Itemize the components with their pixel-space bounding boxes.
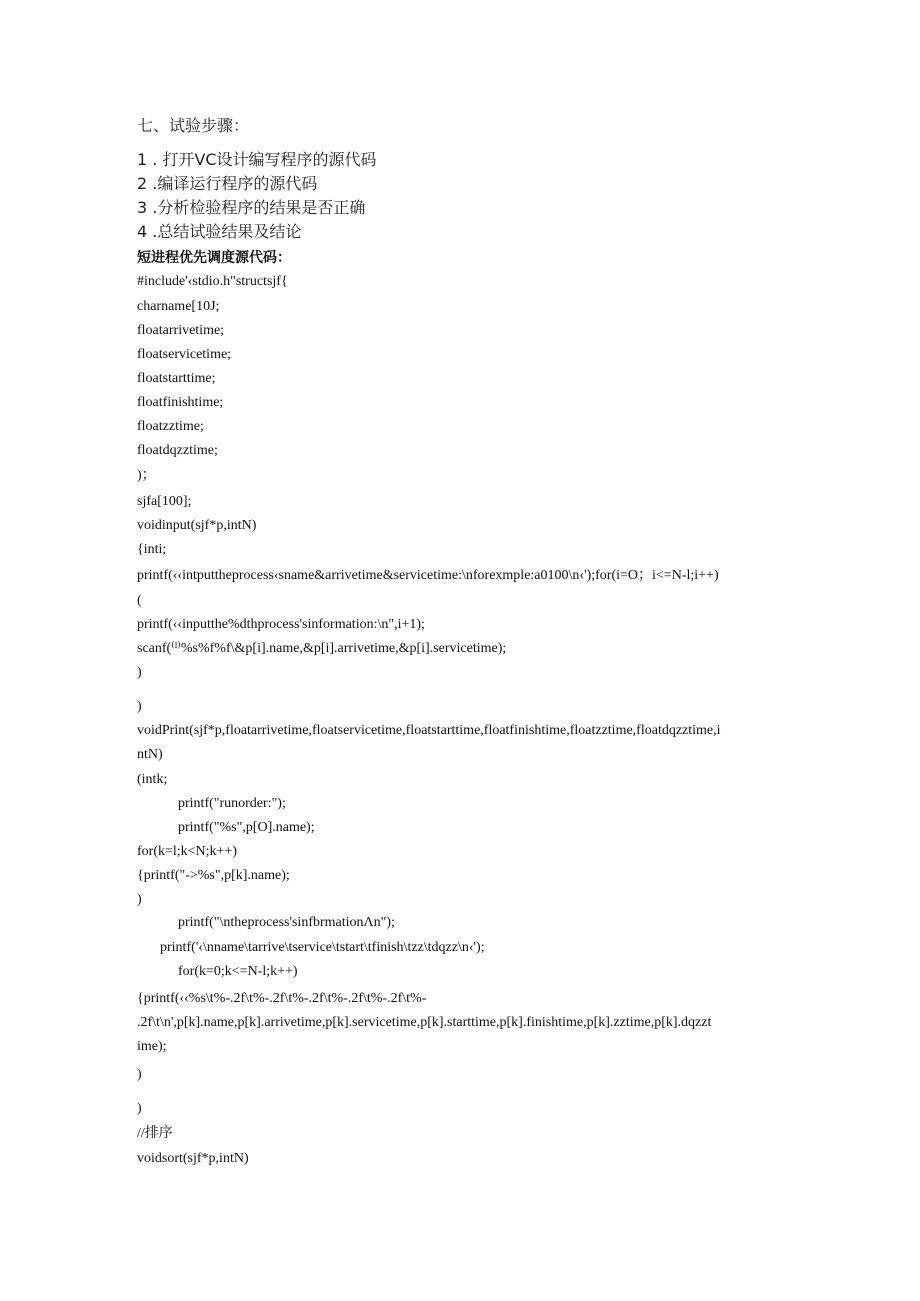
code-line: {printf(‹‹%s\t%-.2f\t%-.2f\t%-.2f\t%-.2f\t%-.2f\t%- bbox=[137, 991, 427, 1006]
code-line: voidPrint(sjf*p,floatarrivetime,floatservicetime,floatstarttime,floatfinishtime,floatzztime,floatdqzztime,i bbox=[137, 723, 721, 738]
code-line: printf(‹‹inputthe%dthprocess'sinformation:\n",i+1); bbox=[137, 617, 425, 632]
code-line: printf('‹\nname\tarrive\tservice\tstart\tfinish\tzz\tdqzz\n‹'); bbox=[160, 940, 485, 955]
code-line: printf("\ntheprocess'sinfbrmationΛn"); bbox=[178, 915, 395, 930]
code-line: ) bbox=[137, 699, 142, 714]
code-line: floatarrivetime; bbox=[137, 323, 225, 338]
code-title: 短进程优先调度源代码： bbox=[137, 250, 291, 266]
code-line: (intk; bbox=[137, 772, 168, 787]
code-line: ime); bbox=[137, 1039, 167, 1054]
code-line: floatstarttime; bbox=[137, 371, 216, 386]
code-line: ) bbox=[137, 892, 142, 907]
code-line: ) bbox=[137, 1067, 142, 1082]
step-1: 1 . 打开VC设计编写程序的源代码 bbox=[137, 150, 377, 169]
code-line: charname[10J; bbox=[137, 299, 220, 314]
code-line: voidinput(sjf*p,intN) bbox=[137, 518, 257, 533]
step-3: 3 .分析检验程序的结果是否正确 bbox=[137, 198, 366, 217]
code-line: voidsort(sjf*p,intN) bbox=[137, 1151, 249, 1166]
code-line: floatservicetime; bbox=[137, 347, 232, 362]
code-line: scanf(⁽ᴵ⁾%s%f%f\&p[i].name,&p[i].arrivetime,&p[i].servicetime); bbox=[137, 641, 507, 656]
code-line: printf(‹‹intputtheprocess‹sname&arrivetime&servicetime:\nforexmple:a0100\n‹');for(i=O；i<=N-l;i++) bbox=[137, 568, 719, 583]
code-line: )； bbox=[137, 468, 156, 483]
code-line: for(k=0;k<=N-l;k++) bbox=[178, 964, 298, 979]
code-line: for(k=l;k<N;k++) bbox=[137, 844, 238, 859]
code-line: #include'‹stdio.h"structsjf{ bbox=[137, 274, 288, 289]
code-line: sjfa[100]; bbox=[137, 494, 192, 509]
code-line: {inti; bbox=[137, 542, 167, 557]
code-line: printf("%s",p[O].name); bbox=[178, 820, 315, 835]
code-line: floatfinishtime; bbox=[137, 395, 224, 410]
step-2: 2 .编译运行程序的源代码 bbox=[137, 174, 318, 193]
step-4: 4 .总结试验结果及结论 bbox=[137, 222, 302, 241]
code-line: ntN) bbox=[137, 747, 163, 762]
code-line: floatzztime; bbox=[137, 419, 204, 434]
code-line: printf("runorder:"); bbox=[178, 796, 286, 811]
code-line: ( bbox=[137, 593, 142, 608]
code-line: ) bbox=[137, 1101, 142, 1116]
code-line: ) bbox=[137, 665, 142, 680]
code-comment: //排序 bbox=[137, 1126, 173, 1141]
section-heading: 七、试验步骤： bbox=[137, 116, 250, 135]
code-line: {printf("->%s",p[k].name); bbox=[137, 868, 290, 883]
code-line: floatdqzztime; bbox=[137, 443, 218, 458]
code-line: .2f\t\n',p[k].name,p[k].arrivetime,p[k].servicetime,p[k].starttime,p[k].finishtime,p[k].zztime,p[k].dqzzt bbox=[137, 1015, 712, 1030]
